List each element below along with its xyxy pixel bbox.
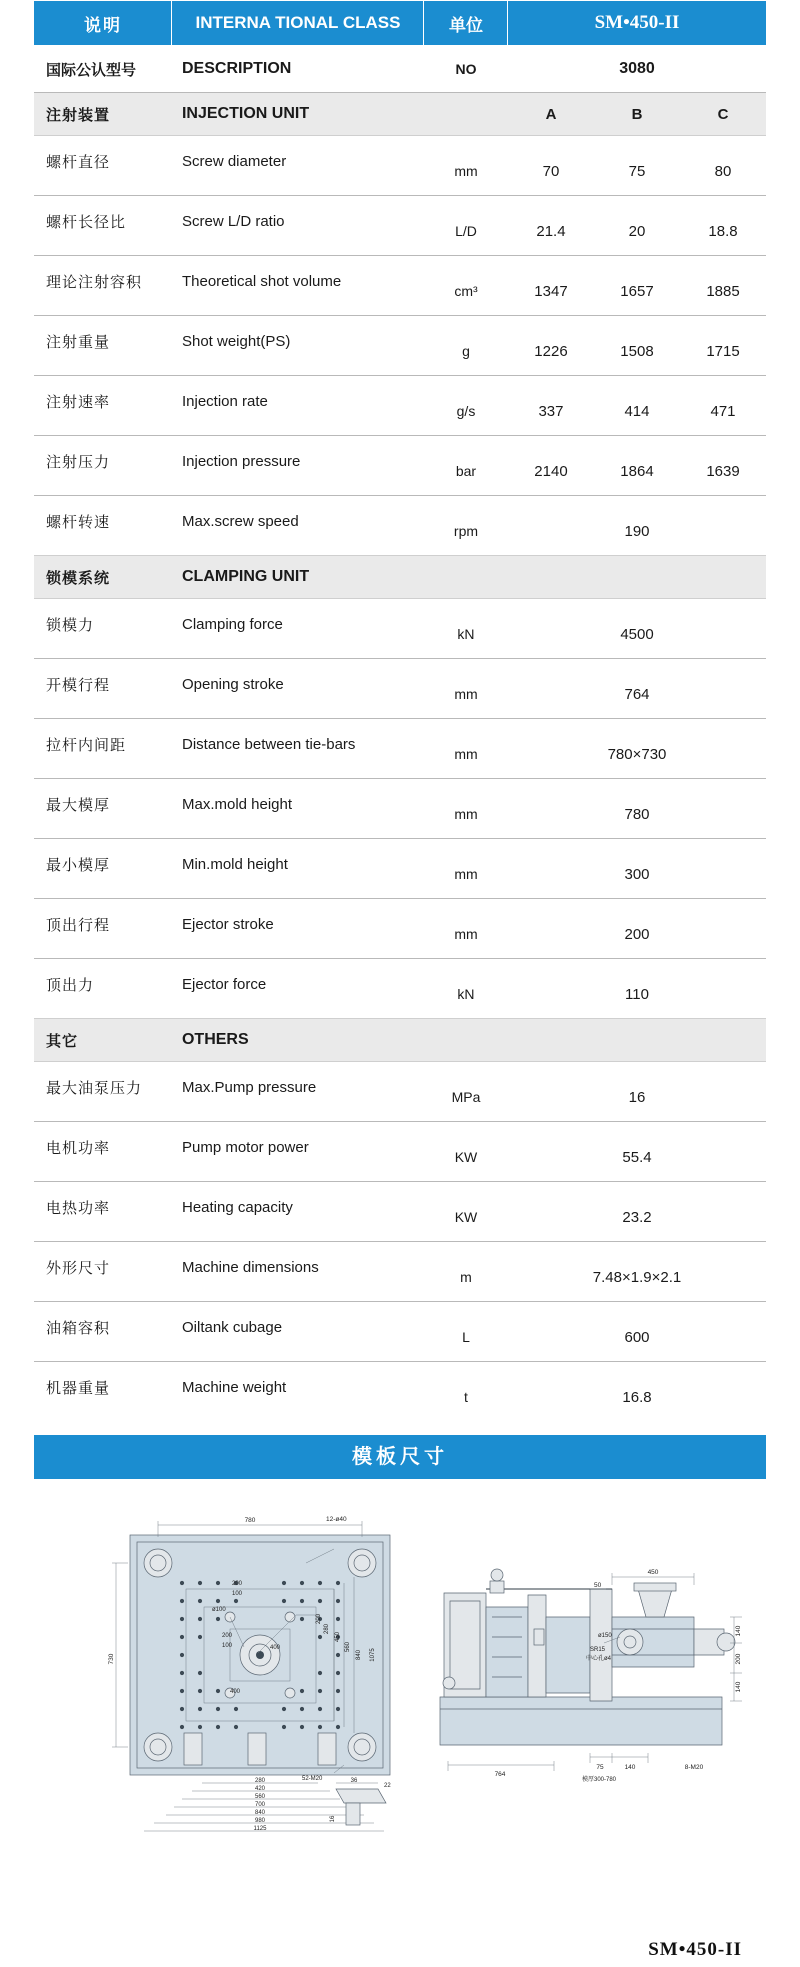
row-label-cn: 拉杆内间距	[34, 719, 172, 779]
row-value-b: 414	[594, 376, 680, 436]
dim-right-4: 200	[316, 1613, 322, 1625]
dim-inner-3: ø100	[212, 1607, 226, 1613]
description-row	[34, 46, 766, 93]
row-label-en: Clamping force	[172, 599, 424, 659]
row-label-en: Injection rate	[172, 376, 424, 436]
row-label-cn: 螺杆转速	[45, 513, 110, 531]
table-row	[34, 196, 766, 256]
row-label-cn: 最大模厚	[34, 779, 172, 839]
table-row	[34, 1362, 766, 1422]
dim-machine-bottom-left: 764	[494, 1771, 506, 1778]
row-label-cn: 外形尺寸	[34, 1242, 172, 1302]
row-value-merged: 200	[508, 899, 766, 959]
row-unit: mm	[424, 659, 508, 719]
table-row	[34, 316, 766, 376]
machine-drawing	[440, 1569, 742, 1783]
column-label-b: B	[594, 93, 680, 136]
row-value-merged: 16	[508, 1062, 766, 1122]
row-value-c: 1885	[680, 256, 766, 316]
dim-bottom-7: 1125	[253, 1826, 267, 1832]
row-value-merged: 764	[508, 659, 766, 719]
row-value-a: 70	[508, 136, 594, 196]
row-unit: MPa	[424, 1062, 508, 1122]
row-label-cn: 最小模厚	[34, 839, 172, 899]
row-label-cn: 开模行程	[34, 659, 172, 719]
dim-inner-6: 400	[270, 1645, 281, 1651]
section-band-en: CLAMPING UNIT	[172, 556, 766, 599]
table-row	[34, 136, 766, 196]
row-value-merged: 110	[625, 985, 649, 1003]
dim-mold-note: 模厚300-780	[582, 1777, 617, 1783]
dim-bottom-6: 980	[254, 1818, 266, 1824]
dim-nozzle-radius: SR15	[590, 1647, 606, 1653]
dim-right-2: 450	[335, 1631, 341, 1643]
dim-inner-5: 100	[222, 1643, 233, 1649]
row-label-en: Ejector force	[181, 975, 267, 993]
row-unit: L	[424, 1302, 508, 1362]
row-unit: kN	[424, 599, 508, 659]
dim-thread-note: 52-M20	[302, 1776, 323, 1782]
dim-bottom-3: 560	[254, 1794, 266, 1800]
section-band-cn: 其它	[34, 1019, 172, 1062]
header-cell-unit: 单位	[424, 1, 508, 46]
row-label-cn: 注射重量	[34, 316, 172, 376]
row-unit: cm³	[424, 256, 508, 316]
table-row	[34, 1302, 766, 1362]
section-band-en: OTHERS	[172, 1019, 766, 1062]
row-label-cn: 电机功率	[34, 1122, 172, 1182]
section-band-unit	[424, 93, 508, 136]
dim-machine-bolt-note: 8-M20	[684, 1764, 704, 1771]
row-label-cn: 电热功率	[34, 1182, 172, 1242]
dim-top-width: 780	[244, 1517, 256, 1524]
row-value-merged: 300	[508, 839, 766, 899]
dim-bottom-4: 700	[254, 1802, 266, 1808]
table-row	[34, 959, 766, 1019]
row-label-en: Max.mold height	[172, 779, 424, 839]
row-label-en: Pump motor power	[172, 1122, 424, 1182]
description-cn: 国际公认型号	[34, 46, 172, 93]
dim-right-6: 1075	[370, 1648, 376, 1662]
row-label-cn: 油箱容积	[34, 1302, 172, 1362]
table-row	[34, 1182, 766, 1242]
section-band-cn: 锁模系统	[34, 556, 172, 599]
row-label-cn: 螺杆长径比	[34, 196, 172, 256]
dim-detail-1: 36	[350, 1778, 358, 1784]
row-unit: mm	[424, 136, 508, 196]
table-row	[34, 376, 766, 436]
row-value-a: 337	[508, 376, 594, 436]
row-label-en: Shot weight(PS)	[172, 316, 424, 376]
dim-machine-bottom-1: 75	[596, 1764, 604, 1771]
column-label-c: C	[680, 93, 766, 136]
section-band-clamping	[34, 556, 766, 599]
row-value-merged: 190	[624, 522, 650, 540]
row-label-en: Theoretical shot volume	[172, 256, 424, 316]
description-value: 3080	[508, 46, 766, 93]
dim-inner-2: 100	[232, 1591, 243, 1597]
platen-drawing	[108, 1516, 391, 1832]
row-label-en: Screw diameter	[172, 136, 424, 196]
row-label-cn: 螺杆直径	[34, 136, 172, 196]
row-value-b: 1508	[594, 316, 680, 376]
dim-machine-bottom-2: 140	[624, 1764, 636, 1771]
row-value-c: 471	[680, 376, 766, 436]
row-value-merged: 16.8	[622, 1388, 652, 1406]
row-value-a: 1226	[508, 316, 594, 376]
row-value-merged: 600	[508, 1302, 766, 1362]
header-cell-en: INTERNA TIONAL CLASS	[172, 1, 424, 46]
dim-bore: ø150	[598, 1633, 612, 1639]
description-en: DESCRIPTION	[172, 46, 424, 93]
table-row	[34, 496, 766, 556]
row-label-cn: 注射速率	[34, 376, 172, 436]
row-label-en: Min.mold height	[172, 839, 424, 899]
row-label-cn: 机器重量	[45, 1379, 110, 1397]
row-value-merged: 780	[508, 779, 766, 839]
dim-bottom-1: 280	[254, 1778, 266, 1784]
row-value-merged: 780×730	[508, 719, 766, 779]
dim-machine-right-2: 200	[735, 1653, 742, 1665]
dim-right-1: 280	[324, 1623, 330, 1635]
row-value-c: 1715	[680, 316, 766, 376]
row-value-b: 1864	[594, 436, 680, 496]
table-row	[34, 719, 766, 779]
section-band-injection	[34, 93, 766, 136]
dim-machine-right-1: 140	[735, 1625, 742, 1637]
row-label-cn: 最大油泵压力	[34, 1062, 172, 1122]
dim-left-height: 730	[108, 1653, 115, 1665]
row-value-a: 1347	[508, 256, 594, 316]
header-cell-model: SM•450-II	[508, 1, 766, 46]
row-unit: t	[464, 1389, 468, 1405]
dim-detail-3: 16	[330, 1815, 336, 1823]
header-cell-cn: 说明	[34, 1, 172, 46]
row-unit: KW	[424, 1182, 508, 1242]
row-unit: mm	[424, 719, 508, 779]
table-row	[34, 256, 766, 316]
row-label-en: Ejector stroke	[172, 899, 424, 959]
row-value-b: 1657	[594, 256, 680, 316]
row-value-c: 1639	[680, 436, 766, 496]
row-label-cn: 顶出力	[45, 976, 94, 994]
row-value-a: 21.4	[508, 196, 594, 256]
row-unit: L/D	[424, 196, 508, 256]
row-label-en: Screw L/D ratio	[172, 196, 424, 256]
dim-machine-left-top: 50	[594, 1582, 602, 1589]
row-unit: g	[424, 316, 508, 376]
row-label-en: Oiltank cubage	[172, 1302, 424, 1362]
drawing-caption: SM•450-II	[648, 1939, 742, 1960]
dim-machine-right-3: 140	[735, 1681, 742, 1693]
row-label-cn: 顶出行程	[34, 899, 172, 959]
row-unit: mm	[424, 779, 508, 839]
dim-nozzle-note: 中心孔ø4	[586, 1656, 612, 1662]
row-unit: KW	[424, 1122, 508, 1182]
dim-hole-note: 12-ø40	[326, 1516, 347, 1523]
row-value-merged: 7.48×1.9×2.1	[508, 1242, 766, 1302]
dim-inner-4: 200	[222, 1633, 233, 1639]
row-value-c: 18.8	[680, 196, 766, 256]
table-row	[34, 659, 766, 719]
table-row	[34, 1062, 766, 1122]
dim-right-3: 560	[345, 1641, 351, 1653]
row-label-en: Max.screw speed	[181, 512, 299, 530]
row-label-cn: 注射压力	[34, 436, 172, 496]
section-band-cn: 注射装置	[34, 93, 172, 136]
table-header-row	[34, 1, 766, 46]
description-unit: NO	[424, 46, 508, 93]
table-row	[34, 899, 766, 959]
dim-bottom-2: 420	[254, 1786, 266, 1792]
table-row	[34, 839, 766, 899]
row-unit: bar	[424, 436, 508, 496]
dim-machine-top: 450	[647, 1569, 659, 1576]
dim-inner-1: 200	[232, 1581, 243, 1587]
row-label-en: Distance between tie-bars	[172, 719, 424, 779]
table-row	[34, 599, 766, 659]
column-label-a: A	[508, 93, 594, 136]
row-value-a: 2140	[508, 436, 594, 496]
section-band-others	[34, 1019, 766, 1062]
specification-table	[33, 0, 766, 1421]
table-row	[34, 436, 766, 496]
row-value-b: 20	[594, 196, 680, 256]
row-value-b: 75	[594, 136, 680, 196]
row-label-en: Injection pressure	[172, 436, 424, 496]
row-unit: kN	[457, 986, 475, 1002]
table-row	[34, 1242, 766, 1302]
table-row	[34, 1122, 766, 1182]
table-body	[34, 1, 766, 1422]
row-value-merged: 55.4	[508, 1122, 766, 1182]
dim-detail-2: 22	[384, 1783, 391, 1789]
row-value-c: 80	[680, 136, 766, 196]
row-value-merged: 4500	[508, 599, 766, 659]
dim-bottom-5: 840	[254, 1810, 266, 1816]
technical-drawings	[34, 1497, 766, 1967]
row-label-en: Machine weight	[181, 1378, 287, 1396]
drawing-svg	[34, 1497, 766, 1967]
row-label-cn: 理论注射容积	[34, 256, 172, 316]
row-value-merged: 23.2	[508, 1182, 766, 1242]
row-unit: mm	[424, 899, 508, 959]
thread-detail	[330, 1778, 391, 1825]
row-unit: mm	[424, 839, 508, 899]
table-row	[34, 779, 766, 839]
row-unit: m	[424, 1242, 508, 1302]
row-label-en: Opening stroke	[172, 659, 424, 719]
row-label-en: Max.Pump pressure	[172, 1062, 424, 1122]
dim-right-5: 840	[356, 1649, 362, 1661]
row-unit: g/s	[424, 376, 508, 436]
row-unit: rpm	[453, 523, 479, 539]
dim-inner-7: 400	[230, 1689, 241, 1695]
row-label-en: Heating capacity	[172, 1182, 424, 1242]
section-band-en: INJECTION UNIT	[172, 93, 424, 136]
row-label-en: Machine dimensions	[172, 1242, 424, 1302]
drawing-section-title: 模板尺寸	[34, 1435, 766, 1479]
row-label-cn: 锁模力	[34, 599, 172, 659]
